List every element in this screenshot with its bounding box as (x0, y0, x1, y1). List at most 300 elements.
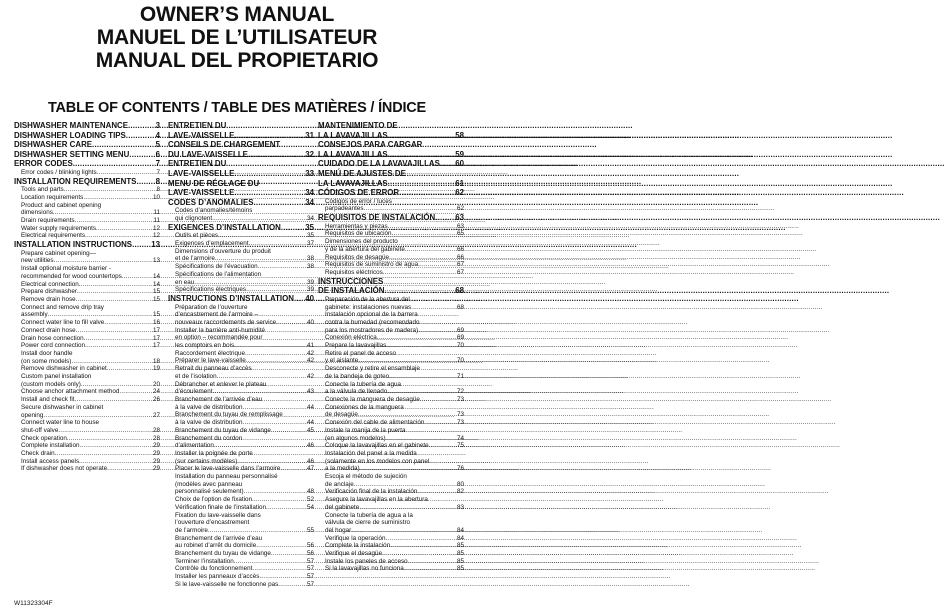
toc-entry (168, 535, 314, 543)
toc-entry (14, 232, 160, 240)
toc-entry (14, 169, 160, 177)
toc-entry (14, 388, 160, 396)
toc-entry (318, 327, 464, 335)
toc-entry-page: 3 (155, 121, 160, 130)
dot-leader (364, 205, 457, 213)
dot-leader (440, 159, 455, 169)
toc-entry (318, 473, 464, 481)
toc-entry-title: (solamente en los modelos con panel (325, 457, 430, 465)
toc-entry-title: Desconecte y retire el ensamblaje (325, 365, 420, 373)
toc-entry-page: 14 (152, 272, 160, 280)
dot-leader (48, 311, 153, 319)
toc-entry-title: REQUISITOS DE INSTALACIÓN (318, 213, 436, 223)
dot-leader (76, 327, 153, 335)
toc-entry (168, 215, 314, 223)
toc-entry (168, 527, 314, 535)
toc-entry-title: Connect drain hose (21, 326, 76, 334)
toc-entry-page: 45 (306, 426, 314, 434)
toc-entry-title: Conexiones de la manguera (325, 403, 404, 411)
toc-entry-title: del gabinete (325, 503, 360, 511)
toc-entry-title: Si la lavavajillas no funciona (325, 565, 404, 573)
toc-entry-page: 15 (152, 288, 160, 296)
toc-entry-page: 60 (455, 159, 464, 169)
toc-entry-page: 58 (455, 130, 464, 140)
toc-entry (168, 198, 314, 208)
toc-entry-title: Conecte la tubería de agua a la (325, 511, 413, 519)
toc-entry-page: 73 (456, 411, 464, 419)
toc-entry-page: 66 (456, 245, 464, 253)
toc-entry (168, 458, 314, 466)
toc-entry-title: LAVE-VAISSELLE (168, 130, 235, 140)
toc-entry (318, 558, 464, 566)
toc-entry (318, 357, 464, 365)
toc-entry-title: Spécifications de l’évacuation (175, 263, 258, 271)
dot-leader (411, 304, 457, 312)
toc-entry-page: 13 (152, 257, 160, 265)
toc-entry-title: a la válvula de llenado (325, 388, 388, 396)
toc-entry-page: 66 (456, 253, 464, 261)
toc-entry (168, 311, 314, 319)
toc-entry (318, 296, 464, 304)
toc-entry-title: d’écoulement (175, 388, 213, 396)
toc-entry-title: Outils et pièces (175, 232, 219, 240)
toc-entry-title: CUIDADO DE LA LAVAVAJILLAS (318, 159, 440, 169)
toc-entry (168, 131, 314, 141)
toc-entry-page: 42 (306, 349, 314, 357)
dot-leader (246, 357, 307, 365)
toc-entry-title: Requisitos eléctricos (325, 268, 383, 276)
toc-heading: TABLE OF CONTENTS / TABLE DES MATIÈRES / ÍNDICE (47, 100, 427, 116)
toc-entry (168, 504, 314, 512)
dot-leader (358, 411, 457, 419)
toc-entry (14, 296, 160, 304)
dot-leader (73, 159, 156, 169)
dot-leader (388, 150, 456, 160)
toc-entry-page: 43 (306, 388, 314, 396)
toc-entry-page: 34 (305, 197, 314, 207)
toc-entry-page: 31 (305, 130, 314, 140)
toc-entry-title: new utilities (21, 257, 54, 265)
dot-leader (136, 177, 155, 187)
toc-entry (14, 412, 160, 420)
dot-leader (377, 334, 457, 342)
dot-leader (435, 213, 455, 223)
toc-entry (14, 273, 160, 281)
toc-entry-title: MANTENIMIENTO DE (318, 121, 398, 130)
toc-entry (168, 150, 314, 160)
toc-entry (318, 365, 464, 373)
dot-leader (271, 427, 307, 435)
toc-entry-page: 8 (155, 176, 160, 186)
toc-entry (14, 365, 160, 373)
toc-entry (318, 373, 464, 381)
toc-entry-title: LAVE-VAISSELLE (168, 188, 235, 198)
toc-entry (14, 311, 160, 319)
dot-leader (359, 504, 457, 512)
dot-leader (246, 286, 307, 294)
toc-entry-page: 29 (152, 450, 160, 458)
toc-entry-title: Dimensions d’ouverture du produit (175, 247, 271, 255)
toc-entry-page: 71 (456, 372, 464, 380)
toc-entry (168, 327, 314, 335)
toc-entry-page: 80 (456, 480, 464, 488)
toc-entry-title: Branchement du tuyau de vidange (175, 550, 271, 558)
toc-entry (168, 450, 314, 458)
dot-leader (119, 388, 153, 396)
toc-entry-page: 37 (306, 240, 314, 248)
toc-entry-page: 67 (456, 261, 464, 269)
toc-entry-title: Vérification finale de l’installation (175, 503, 267, 511)
toc-entry (168, 512, 314, 520)
toc-entry-page: 65 (456, 230, 464, 238)
toc-entry (14, 327, 160, 335)
toc-entry (318, 261, 464, 269)
toc-entry-title: gabinete: instalaciones nuevas (325, 303, 412, 311)
toc-entry (168, 396, 314, 404)
toc-entry (318, 404, 464, 412)
toc-entry-title: DISHWASHER SETTING MENU (14, 149, 130, 159)
toc-entry-title: Coloque la lavavajillas en el gabinete (325, 442, 429, 450)
toc-entry (168, 465, 314, 473)
toc-entry-page: 55 (306, 526, 314, 534)
toc-entry (14, 265, 160, 273)
toc-entry (168, 473, 314, 481)
toc-entry (318, 458, 464, 466)
dot-leader (424, 419, 457, 427)
toc-entry-page: 5 (155, 140, 160, 150)
toc-entry (318, 140, 464, 150)
dot-leader (122, 273, 153, 281)
dot-leader (249, 240, 307, 248)
toc-entry-page: 28 (152, 434, 160, 442)
toc-entry-title: parpadeantes (325, 205, 364, 213)
dot-leader (128, 121, 156, 131)
toc-entry (318, 450, 464, 458)
toc-entry-title: en option – recommandée pour (175, 334, 263, 342)
toc-entry (168, 550, 314, 558)
toc-entry-title: Fixation du lave-vaisselle dans (175, 511, 261, 519)
dot-leader (107, 465, 153, 473)
toc-entry-title: Raccordement électrique (175, 349, 246, 357)
toc-column-french (168, 121, 314, 589)
toc-entry-page: 11 (153, 217, 160, 225)
toc-entry (168, 435, 314, 443)
toc-entry (318, 246, 464, 254)
dot-leader (55, 450, 153, 458)
dot-leader (388, 131, 456, 141)
toc-entry-title: (custom models only) (21, 380, 81, 388)
toc-entry-page: 83 (456, 503, 464, 511)
toc-entry-page: 24 (152, 388, 160, 396)
toc-entry-title: Installer les panneaux d’accès (175, 573, 260, 581)
toc-entry (168, 255, 314, 263)
toc-entry-title: INSTALLATION INSTRUCTIONS (14, 240, 133, 250)
dot-leader (77, 288, 153, 296)
toc-entry-title: Requisitos de ubicación (325, 230, 392, 238)
toc-entry (318, 535, 464, 543)
toc-entry (14, 121, 160, 131)
toc-entry (318, 504, 464, 512)
toc-entry (14, 202, 160, 210)
toc-entry-page: 12 (152, 224, 160, 232)
dot-leader (85, 232, 153, 240)
toc-entry (168, 350, 314, 358)
toc-entry (318, 550, 464, 558)
toc-entry-page: 68 (455, 286, 464, 296)
toc-entry-title: válvula de cierre de suministro (325, 519, 411, 527)
toc-entry-title: (en algunos modelos) (325, 434, 386, 442)
toc-entry (168, 404, 314, 412)
toc-entry-title: Electrical requirements (21, 232, 86, 240)
dot-leader (390, 542, 457, 550)
dot-leader (208, 527, 307, 535)
dot-leader (212, 215, 307, 223)
toc-entry-title: à la valve de distribution (175, 403, 243, 411)
toc-entry-title: DISHWASHER CARE (14, 140, 93, 150)
toc-entry (318, 419, 464, 427)
toc-entry (168, 342, 314, 350)
toc-entry-page: 4 (155, 130, 160, 140)
toc-entry-page: 27 (152, 411, 160, 419)
toc-entry-title: Installation du panneau personnalisé (175, 473, 278, 481)
toc-entry-title: Complete la instalación (325, 542, 391, 550)
toc-entry-title: Custom panel installation (21, 373, 92, 381)
toc-entry-title: qui clignotent (175, 215, 213, 223)
toc-entry-title: Choose anchor attachment method (21, 388, 120, 396)
toc-entry (14, 373, 160, 381)
toc-entry-title: a la medida) (325, 465, 360, 473)
toc-entry-title: DE INSTALACIÓN (318, 286, 385, 296)
toc-entry-page: 8 (156, 186, 160, 194)
toc-entry-title: Instalación opcional de la barrera (325, 311, 418, 319)
toc-entry-title: Remove dishwasher in cabinet (21, 365, 107, 373)
dot-leader (244, 488, 307, 496)
toc-entry-page: 29 (152, 457, 160, 465)
toc-entry (168, 573, 314, 581)
toc-entry (168, 188, 314, 198)
toc-entry-title: Install access panels (21, 457, 80, 465)
toc-entry-title: Instale la manija de la puerta (325, 426, 406, 434)
toc-entry-title: Instale los paneles de acceso (325, 557, 408, 565)
toc-entry (318, 159, 464, 169)
toc-entry-page: 15 (152, 311, 160, 319)
toc-entry-page: 35 (306, 232, 314, 240)
toc-entry-page: 75 (456, 442, 464, 450)
dot-leader (252, 496, 307, 504)
dot-leader (245, 350, 307, 358)
toc-entry-title: Prepare dishwasher (21, 288, 78, 296)
dot-leader (388, 223, 457, 231)
toc-entry-title: et de l’armoire (175, 255, 215, 263)
toc-entry-title: Retire el panel de acceso (325, 349, 397, 357)
toc-entry-title: personnalisé seulement) (175, 488, 244, 496)
toc-entry-page: 67 (456, 268, 464, 276)
toc-entry-title: DU LAVE-VAISSELLE (168, 149, 248, 159)
dot-leader (281, 223, 305, 233)
toc-entry-title: Choix de l’option de fixation (175, 496, 253, 504)
toc-entry (318, 311, 464, 319)
toc-entry (14, 159, 160, 169)
toc-entry-title: de anclaje (325, 480, 354, 488)
toc-entry-title: (sur certains modèles) (175, 457, 238, 465)
toc-entry-page: 6 (155, 149, 160, 159)
toc-entry-title: Install and check fit (21, 396, 75, 404)
toc-entry (168, 271, 314, 279)
toc-entry-title: y el aislante (325, 357, 359, 365)
toc-entry-title: d’alimentation (175, 442, 214, 450)
toc-entry (168, 169, 314, 179)
toc-entry (168, 373, 314, 381)
toc-entry (318, 350, 464, 358)
toc-entry (14, 225, 160, 233)
toc-entry-page: 57 (306, 580, 314, 588)
toc-entry-title: Requisitos de suministro de agua (325, 261, 419, 269)
toc-entry-title: CÓDIGOS DE ERROR (318, 188, 400, 198)
toc-entry (318, 381, 464, 389)
dot-leader (389, 373, 457, 381)
toc-entry (14, 450, 160, 458)
dot-leader (85, 342, 153, 350)
toc-entry-title: Conexión eléctrica (325, 334, 377, 342)
toc-entry (168, 565, 314, 573)
toc-entry-title: MENÚ DE AJUSTES DE (318, 168, 406, 178)
dot-leader (58, 427, 153, 435)
toc-entry (14, 427, 160, 435)
toc-entry (168, 496, 314, 504)
toc-entry (318, 542, 464, 550)
toc-entry-page: 62 (456, 205, 464, 213)
dot-leader (234, 169, 305, 179)
toc-entry (318, 286, 464, 296)
toc-entry (318, 188, 464, 198)
toc-entry (14, 281, 160, 289)
toc-entry-page: 16 (152, 319, 160, 327)
toc-entry-title: dimensions (21, 209, 53, 217)
toc-entry-title: Drain requirements (21, 217, 75, 225)
dot-leader (215, 255, 307, 263)
toc-entry-title: Dimensiones del producto (325, 238, 398, 246)
toc-entry (318, 565, 464, 573)
toc-entry-page: 85 (456, 550, 464, 558)
toc-entry-page: 69 (456, 334, 464, 342)
toc-entry-title: CODES D’ANOMALIES (168, 197, 254, 207)
toc-entry (14, 396, 160, 404)
toc-entry-page: 17 (152, 326, 160, 334)
toc-entry (318, 150, 464, 160)
toc-entry-title: Códigos de error / luces (325, 197, 392, 205)
toc-entry-title: Escoja el método de sujeción (325, 473, 407, 481)
toc-entry-page: 42 (306, 357, 314, 365)
dot-leader (54, 257, 153, 265)
toc-entry (168, 223, 314, 233)
toc-entry-title: Codes d’anomalies/témoins (175, 207, 253, 215)
toc-entry-title: Contrôle du fonctionnement (175, 565, 253, 573)
toc-entry (318, 131, 464, 141)
toc-entry-title: Connect and remove drip tray (21, 303, 104, 311)
toc-entry (14, 194, 160, 202)
toc-entry-title: Branchement du cordon (175, 434, 243, 442)
toc-entry-page: 57 (306, 557, 314, 565)
toc-entry-page: 74 (456, 434, 464, 442)
toc-entry-page: 44 (306, 403, 314, 411)
toc-entry-title: Préparation de l’ouverture (175, 303, 248, 311)
dot-leader (259, 573, 307, 581)
dot-leader (96, 225, 153, 233)
toc-entry-page: 20 (152, 380, 160, 388)
toc-entry-title: ENTRETIEN DU (168, 159, 227, 169)
toc-entry-page: 14 (152, 280, 160, 288)
title-spanish: MANUAL DEL PROPIETARIO (95, 49, 379, 72)
toc-entry-title: Check operation (21, 434, 67, 442)
toc-entry-page: 7 (155, 159, 160, 169)
toc-entry (168, 542, 314, 550)
toc-entry-title: Instalación del panel a la medida (325, 449, 417, 457)
toc-entry-page: 29 (152, 442, 160, 450)
toc-entry-page: 40 (305, 293, 314, 303)
toc-entry-title: Placer le lave-vaisselle dans l’armoire (175, 465, 281, 473)
toc-entry-title: Preparación de la abertura del (325, 295, 410, 303)
toc-entry (318, 230, 464, 238)
dot-leader (234, 342, 307, 350)
toc-entry-title: del hogar (325, 526, 352, 534)
toc-entry-title: Asegure la lavavajillas en la abertura (325, 496, 428, 504)
toc-entry (14, 404, 160, 412)
toc-entry-title: de desagüe (325, 411, 358, 419)
dot-leader (97, 169, 157, 177)
dot-leader (404, 565, 457, 573)
toc-entry-title: assembly (21, 311, 48, 319)
toc-entry-page: 10 (152, 193, 160, 201)
toc-entry-title: recommended for wood countertops (21, 272, 122, 280)
toc-entry-page: 11 (153, 209, 160, 217)
toc-entry-page: 85 (456, 565, 464, 573)
dot-leader (278, 581, 307, 589)
dot-leader (64, 186, 157, 194)
toc-entry-page: 72 (456, 388, 464, 396)
dot-leader (71, 358, 153, 366)
toc-entry-title: Water supply requirements (21, 224, 97, 232)
toc-entry-page: 29 (152, 465, 160, 473)
toc-entry-title: Exigences d’emplacement (175, 240, 249, 248)
toc-entry-page: 56 (306, 542, 314, 550)
dot-leader (67, 435, 153, 443)
toc-entry (14, 257, 160, 265)
toc-entry (14, 342, 160, 350)
toc-entry (318, 527, 464, 535)
toc-entry (14, 419, 160, 427)
toc-entry (168, 240, 314, 248)
dot-leader (217, 373, 307, 381)
dot-leader (354, 481, 457, 489)
dot-leader (252, 565, 307, 573)
toc-entry (168, 334, 314, 342)
toc-entry (318, 334, 464, 342)
toc-entry-title: Product and cabinet opening (21, 201, 102, 209)
toc-entry (14, 358, 160, 366)
toc-entry-title: au robinet d’arrêt du domicile (175, 542, 257, 550)
toc-entry (14, 335, 160, 343)
toc-entry (168, 388, 314, 396)
toc-entry (318, 512, 464, 520)
toc-entry-page: 17 (152, 342, 160, 350)
dot-leader (76, 296, 153, 304)
toc-entry-title: Verificación final de la instalación (325, 488, 418, 496)
dot-leader (234, 188, 305, 198)
toc-entry (14, 186, 160, 194)
toc-entry-page: 34 (305, 188, 314, 198)
toc-entry-page: 18 (152, 357, 160, 365)
toc-entry-title: DISHWASHER MAINTENANCE (14, 121, 128, 130)
